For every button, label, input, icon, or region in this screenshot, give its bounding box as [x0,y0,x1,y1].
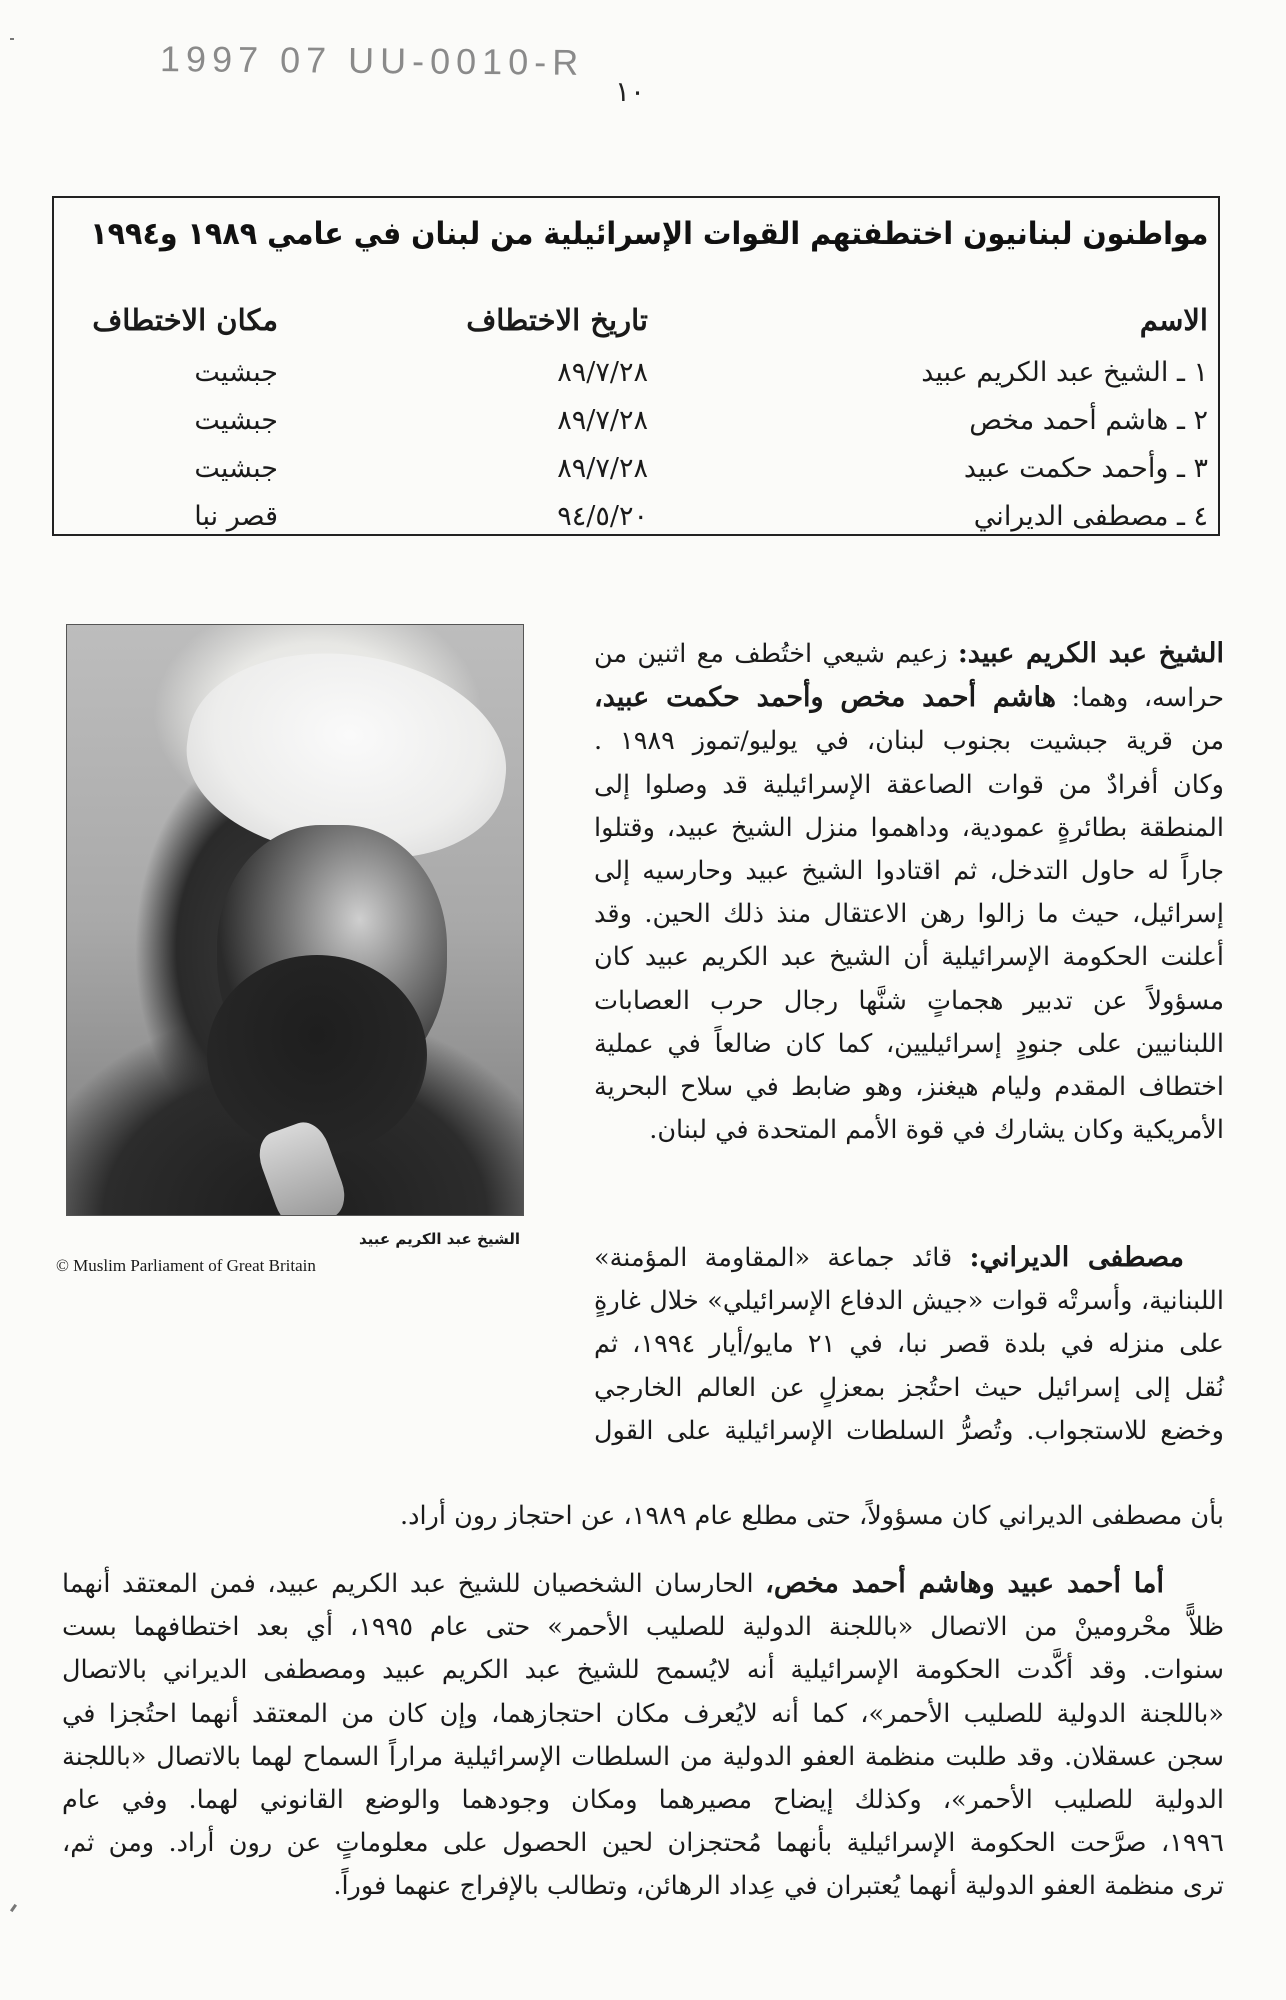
table-row [78,444,1208,492]
text-fragment: قائد جماعة «المقاومة المؤمنة» [594,1243,953,1273]
text-line: على منزله في بلدة قصر نبا، في ٢١ مايو/أيار ١٩٩٤، ثم [594,1329,1224,1360]
abductions-table-box [52,196,1220,536]
cell-date: ٩٤/٥/٢٠ [557,500,648,532]
text-line: المنطقة بطائرةٍ عمودية، وداهموا منزل الشيخ عبيد، وقتلوا [594,812,1224,843]
cell-name: ٢ ـ هاشم أحمد مخص [969,404,1208,436]
section-obeid [594,632,1224,1152]
cell-place: جبشيت [194,404,278,436]
text-line: الأمريكية وكان يشارك في قوة الأمم المتحدة في لبنان. [649,1115,1224,1146]
cell-place: جبشيت [194,452,278,484]
text-line: ١٩٩٦، صرَّحت الحكومة الإسرائيلية بأنهما مُحتجزان لحين الحصول على معلوماتٍ عن رون أراد. ومن ثم، [62,1828,1224,1859]
text-fragment: الحارسان الشخصيان للشيخ عبد الكريم عبيد، فمن المعتقد أنهما [62,1569,754,1599]
header-place: مكان الاختطاف [92,303,278,337]
table-row [78,396,1208,444]
text-line: اختطاف المقدم وليام هيغنز، وهو ضابط في سلاح البحرية [594,1072,1224,1103]
text-line: جاراً له حاول التدخل، ثم اقتادوا الشيخ عبيد وحارسيه إلى [594,856,1224,887]
header-name: الاسم [1139,303,1208,337]
text-line: وكان أفرادٌ من قوات الصاعقة الإسرائيلية قد وصلوا إلى [594,769,1224,800]
section-heading: أما أحمد عبيد وهاشم أحمد مخص، [765,1568,1164,1599]
text-line: الدولية للصليب الأحمر»، وكذلك إيضاح مصيرهما ومكان وجودهما والوضع القانوني لهما. وفي عام [62,1785,1224,1816]
section-guards [62,1562,1224,1909]
text-line: «باللجنة الدولية للصليب الأحمر»، كما أنه لايُعرف مكان احتجازهما، وإن كان من المعتقد أنهما احتُجزا في [62,1698,1224,1729]
cell-name: ٣ ـ وأحمد حكمت عبيد [963,452,1208,484]
cell-place: قصر نبا [194,500,278,532]
cell-date: ٨٩/٧/٢٨ [557,452,648,484]
photo-beard-shape [207,955,427,1155]
abductions-table [78,298,1208,540]
portrait-photo [66,624,524,1216]
text-line: بأن مصطفى الديراني كان مسؤولاً، حتى مطلع عام ١٩٨٩، عن احتجاز رون أراد. [400,1501,1224,1531]
scan-speck [10,38,14,40]
text-line: نُقل إلى إسرائيل حيث احتُجز بمعزلٍ عن العالم الخارجي [594,1372,1224,1403]
section-heading: مصطفى الديراني: [969,1242,1185,1273]
section-heading: الشيخ عبد الكريم عبيد: [957,638,1225,669]
text-line: سجن عسقلان. وقد طلبت منظمة العفو الدولية من السلطات الإسرائيلية مراراً السماح لهما بالاتصال «باللجنة [62,1741,1224,1772]
page-number: ١٠ [615,75,646,108]
cell-date: ٨٩/٧/٢٨ [557,356,648,388]
text-line: سنوات. وقد أكَّدت الحكومة الإسرائيلية أنه لايُسمح للشيخ عبد الكريم عبيد ومصطفى الديراني بالاتصال [62,1655,1224,1686]
text-fragment: حراسه، وهما: [1055,683,1225,714]
section-dirani [400,1236,1224,1531]
text-fragment: زعيم شيعي اختُطف مع اثنين من [594,639,948,669]
text-line: إسرائيل، حيث ما زالوا رهن الاعتقال منذ ذلك الحين. وقد [594,899,1224,930]
cell-date: ٨٩/٧/٢٨ [557,404,648,436]
text-line: ترى منظمة العفو الدولية أنهما يُعتبران في عِداد الرهائن، وتطالب بالإفراج عنهما فوراً. [333,1871,1224,1902]
table-title: مواطنون لبنانيون اختطفتهم القوات الإسرائيلية من لبنان في عامي ١٩٨٩ و١٩٩٤ [89,216,1208,252]
photo-credit: © Muslim Parliament of Great Britain [56,1256,316,1275]
text-line: اللبنانيين على جنودٍ إسرائيليين، كما كان ضالعاً في عملية [594,1028,1224,1059]
table-header-row [78,298,1208,348]
text-line [594,1236,1224,1280]
guards-names-bold: هاشم أحمد مخص وأحمد حكمت عبيد، [594,682,1056,714]
text-line [594,676,1224,720]
cell-place: جبشيت [194,356,278,388]
handwritten-document-code: 1997 07 UU-0010-R [159,38,585,83]
photo-caption: الشيخ عبد الكريم عبيد [358,1230,520,1248]
text-line: أعلنت الحكومة الإسرائيلية أن الشيخ عبد الكريم عبيد كان [594,942,1224,973]
text-line: من قرية جبشيت بجنوب لبنان، في يوليو/تموز ١٩٨٩ . [594,726,1224,757]
text-line: مسؤولاً عن تدبير هجماتٍ شنَّها رجال حرب العصابات [594,985,1224,1016]
text-line: وخضع للاستجواب. وتُصرُّ السلطات الإسرائيلية على القول [594,1415,1224,1446]
table-row [78,348,1208,396]
text-line: اللبنانية، وأسرتْه قوات «جيش الدفاع الإسرائيلي» خلال غارةٍ [594,1286,1224,1317]
text-line: ظلاًّ محْرومينْ من الاتصال «باللجنة الدولية للصليب الأحمر» حتى عام ١٩٩٥، أي بعد اختطافهما بست [62,1612,1224,1643]
cell-name: ٤ ـ مصطفى الديراني [973,500,1208,532]
text-line [62,1562,1224,1606]
table-row [78,492,1208,540]
scan-speck [10,1904,17,1912]
text-line [594,632,1224,676]
header-date: تاريخ الاختطاف [466,303,648,337]
cell-name: ١ ـ الشيخ عبد الكريم عبيد [921,356,1208,388]
